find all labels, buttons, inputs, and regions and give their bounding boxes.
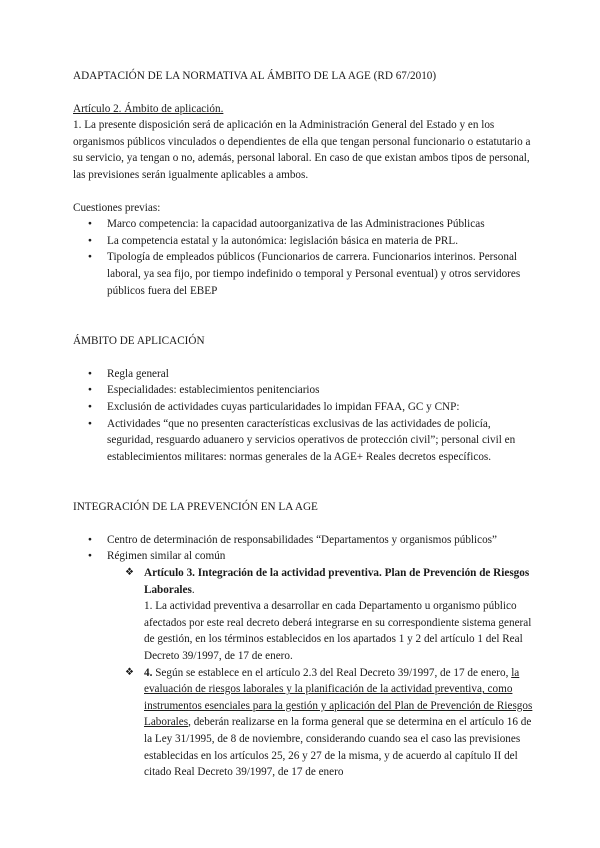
sub-list-item [122,565,533,665]
document-content [73,68,533,781]
list-item: ● La competencia estatal y la autonómica: legislación básica en materia de PRL. [73,233,533,250]
list-item-label: Régimen similar al común [107,550,226,563]
ambito-list [73,366,533,466]
article-2-heading: Artículo 2. Ámbito de aplicación. [73,102,224,115]
ambito-heading: ÁMBITO DE APLICACIÓN [73,335,205,348]
section-4-post: , deberán realizarse en la forma general que se determina en el artículo 16 de la Ley 31/1995, de 8 de noviembre, considerando cuando sea el caso las previsiones establecidas en los artículos 25, 26 y 27 de la misma, y de acuerdo al capítulo II del citado Real Decreto 39/1997, de 17 de enero [144,716,532,779]
list-item: ● Centro de determinación de responsabilidades “Departamentos y organismos públicos” [73,532,533,549]
list-item: ● Actividades “que no presenten características exclusivas de las actividades de policía, seguridad, resguardo aduanero y servicios operativos de protección civil”; personal civil en establecimientos militares: normas generales de la AGE+ Reales decretos específicos. [73,416,533,466]
list-item: ● Regla general [73,366,533,383]
section-4-pre: Según se establece en el artículo 2.3 del Real Decreto 39/1997, de 17 de enero, [152,666,512,679]
article-3-body: 1. La actividad preventiva a desarrollar en cada Departamento u organismo público afectados por este real decreto deberá integrarse en su correspondiente sistema general de gestión, en los términos establecidos en los apartados 1 y 2 del artículo 1 del Real Decreto 39/1997, de 17 de enero. [144,600,532,663]
list-item: ● Exclusión de actividades cuyas particularidades lo impidan FFAA, GC y CNP: [73,399,533,416]
section-4-underlined: la evaluación de riesgos laborales y la planificación de la actividad preventiva, como instrumentos esenciales para la gestión y aplicación del Plan de Prevención de Riesgos Laborales [144,666,533,729]
integracion-list [73,532,533,565]
list-item: ● Marco competencia: la capacidad autoorganizativa de las Administraciones Públicas [73,216,533,233]
article-2-paragraph: 1. La presente disposición será de aplicación en la Administración General del Estado y en los organismos públicos vinculados o dependientes de ella que tengan personal funcionario o estatutario a su servicio, ya tengan o no, además, personal laboral. En caso de que existan ambos tipos de personal, las previsiones serán igualmente aplicables a ambos. [73,119,531,181]
cuestiones-list [73,216,533,299]
section-4-number: 4. [144,666,153,679]
list-item: ● Tipología de empleados públicos (Funcionarios de carrera. Funcionarios interinos. Personal laboral, ya sea fijo, por tiempo indefinido o temporal y Personal eventual) y otros servidores públicos fuera del EBEP [73,249,533,299]
article-3-title-end: . [191,583,195,596]
article-3-title: Artículo 3. Integración de la actividad preventiva. Plan de Prevención de Riesgos Laborales [144,567,530,596]
integracion-heading: INTEGRACIÓN DE LA PREVENCIÓN EN LA AGE [73,501,318,514]
sub-list-item [122,665,533,781]
document-title: ADAPTACIÓN DE LA NORMATIVA AL ÁMBITO DE LA AGE (RD 67/2010) [73,70,437,82]
cuestiones-heading: Cuestiones previas: [73,201,161,214]
list-item [73,548,533,565]
integracion-sublist [73,565,533,781]
list-item: ● Especialidades: establecimientos penitenciarios [73,382,533,399]
